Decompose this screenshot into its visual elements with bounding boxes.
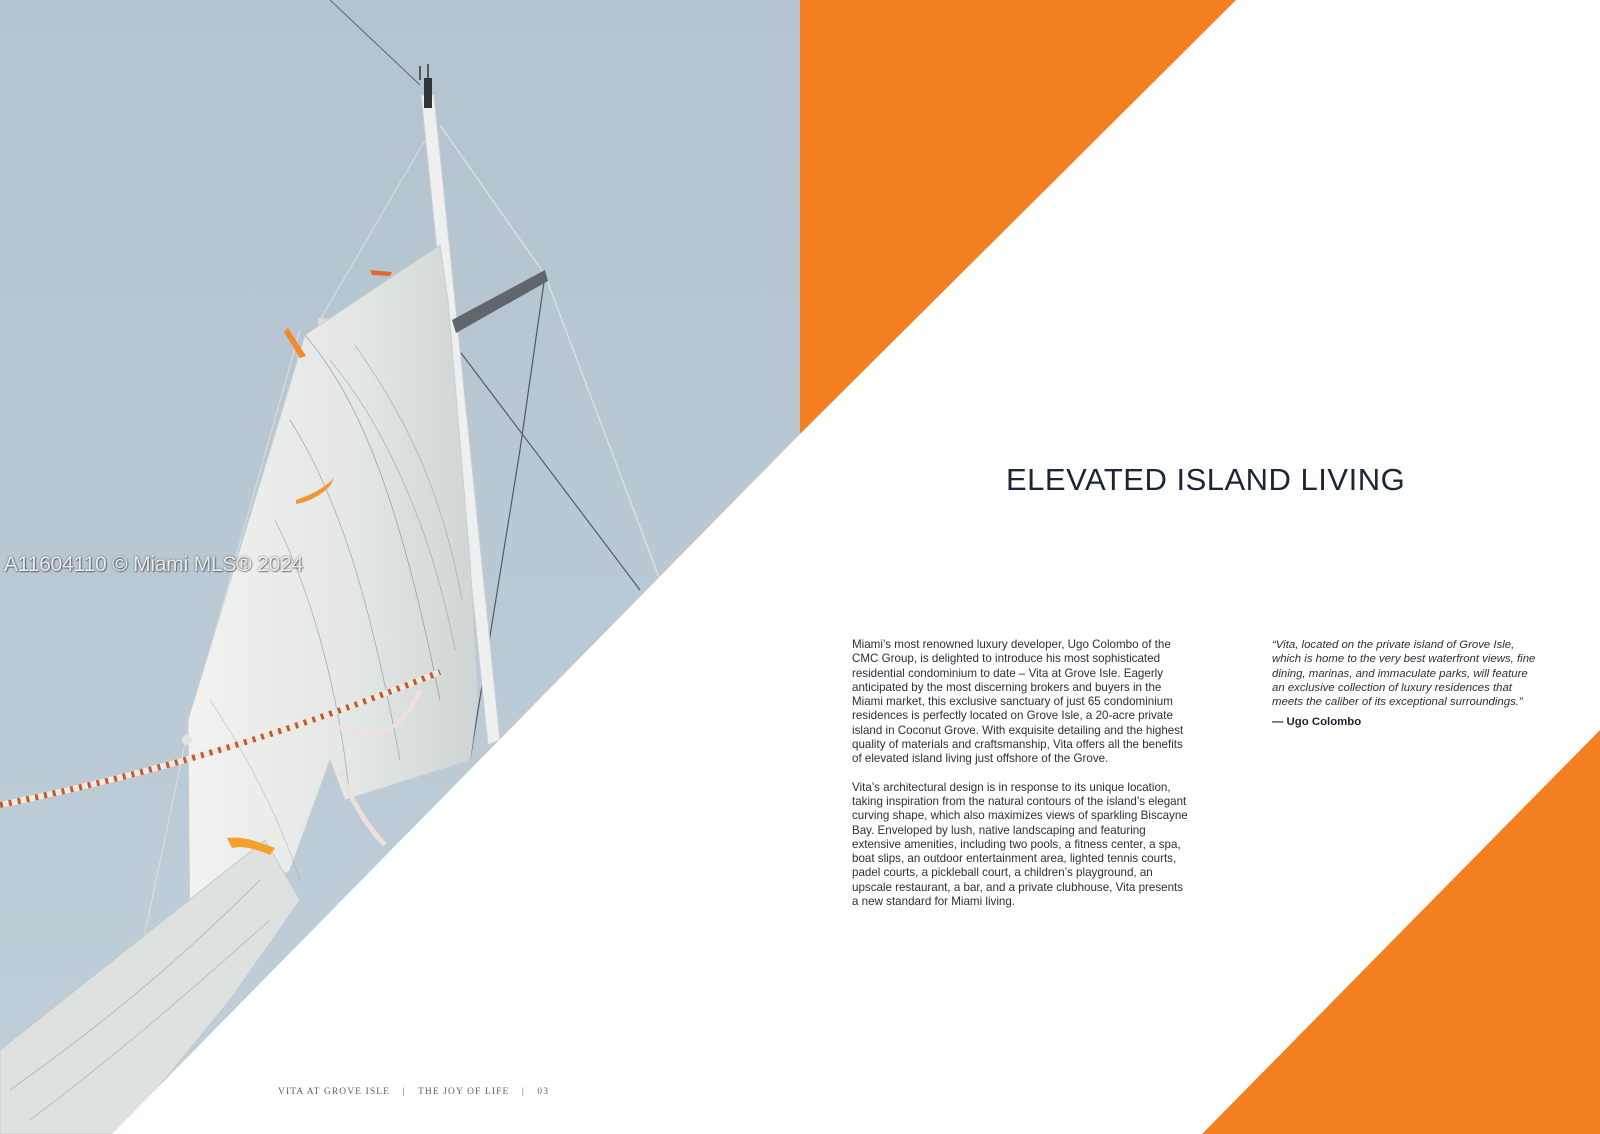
- footer-brand: VITA AT GROVE ISLE: [278, 1087, 391, 1097]
- footer-separator: |: [521, 1087, 525, 1097]
- page-title: ELEVATED ISLAND LIVING: [1006, 462, 1406, 497]
- quote-text: “Vita, located on the private island of Grove Isle, which is home to the very best waterfront views, fine dining, marinas, and immaculate parks, will feature an exclusive collection of luxury residences that meets the caliber of its exceptional surroundings.”: [1272, 639, 1536, 709]
- body-paragraph-1: Miami’s most renowned luxury developer, Ugo Colombo of the CMC Group, is delighted to introduce his most sophisticated residential condominium to date – Vita at Grove Isle. Eagerly anticipated by the most discerning brokers and buyers in the Miami market, this exclusive sanctuary of just 65 condominium residences is perfectly located on Grove Isle, a 20-acre private island in Coconut Grove. With exquisite detailing and the highest quality of materials and craftsmanship, Vita offers all the benefits of elevated island living just offshore of the Grove.: [852, 638, 1184, 766]
- orange-triangle-bottom: [1202, 730, 1600, 1134]
- pull-quote: [1272, 638, 1540, 730]
- body-text: [852, 638, 1192, 923]
- quote-author: — Ugo Colombo: [1272, 716, 1362, 729]
- body-paragraph-2: Vita’s architectural design is in response to its unique location, taking inspiration from the natural contours of the island’s elegant curving shape, which also maximizes views of sparkling Biscayne Bay. Enveloped by lush, native landscaping and featuring extensive amenities, including two pools, a fitness center, a spa, boat slips, an outdoor entertainment area, lighted tennis courts, padel courts, a pickleball court, a children’s playground, an upscale restaurant, a bar, and a private clubhouse, Vita presents a new standard for Miami living.: [852, 780, 1188, 909]
- footer-page-number: 03: [537, 1087, 550, 1097]
- footer-section: THE JOY OF LIFE: [418, 1087, 510, 1097]
- page-footer: [278, 1087, 549, 1097]
- mls-watermark: A11604110 © Miami MLS® 2024: [4, 553, 304, 576]
- footer-separator: |: [402, 1087, 406, 1097]
- orange-triangle-top: [800, 0, 1236, 434]
